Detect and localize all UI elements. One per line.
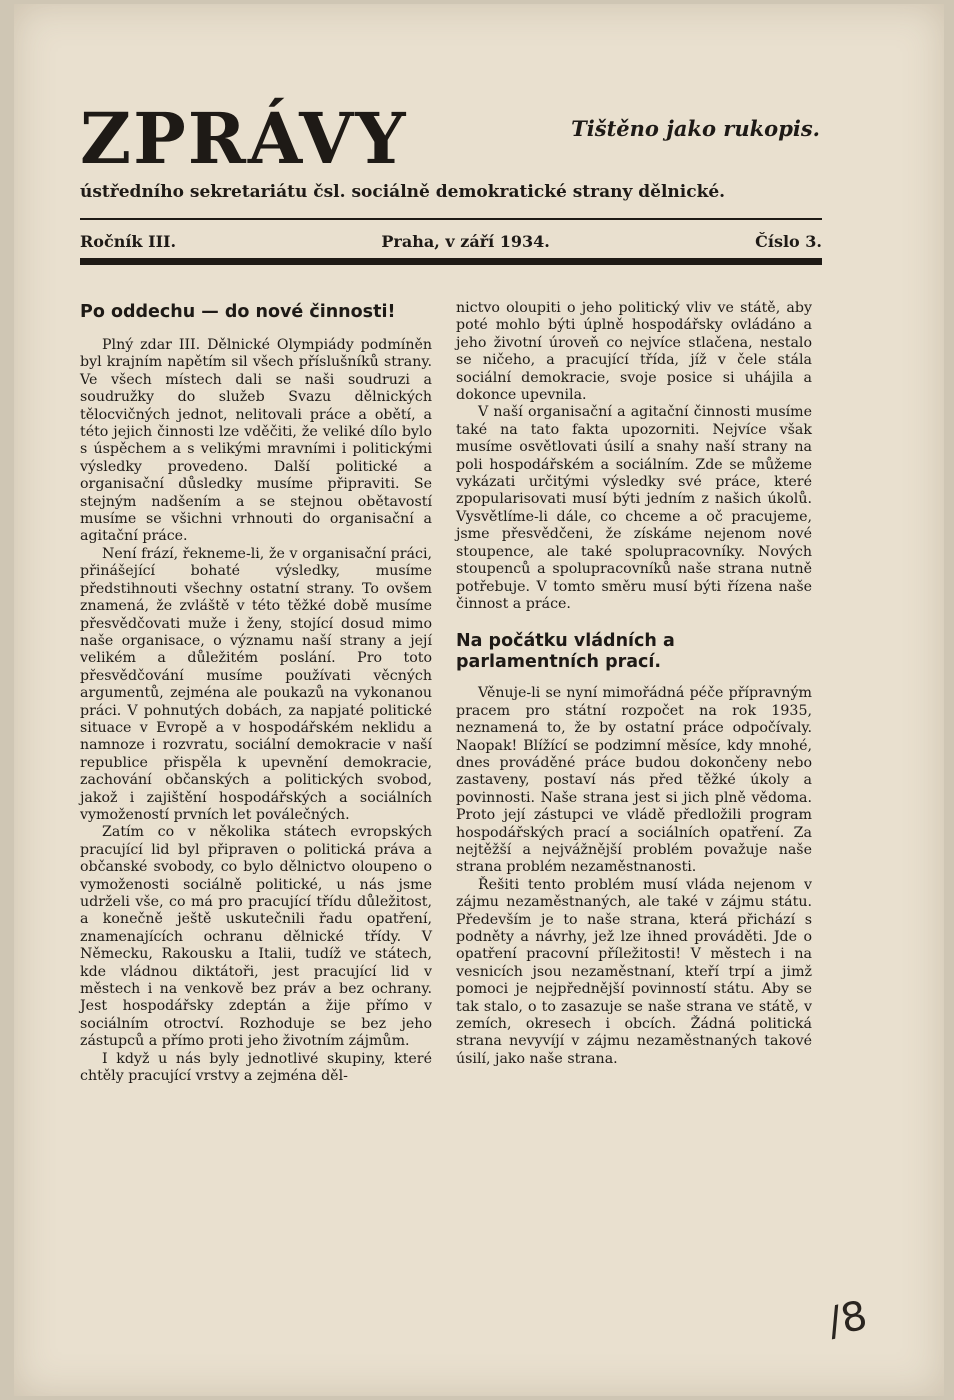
left-column	[80, 300, 432, 1085]
masthead-title: ZPRÁVY	[80, 97, 408, 180]
bottom-rule	[80, 258, 822, 265]
article1-paragraph: Není frází, řekneme-li, že v organisační práci, přinášející bohaté výsledky, musíme předstihnouti všechny ostatní strany. To ovšem znamená, že zvláště v této těžké době musíme přesvědčovati muže i ženy, stojící dosud mimo naše organisace, o významu naší strany a její velikém a důležitém poslání. Pro toto přesvědčování musíme používati věcných argumentů, zejména ale poukazů na vykonanou práci. V pohnutých dobách, za napjaté politické situace v Evropě a v hospodářském neklidu a namnoze i rozvratu, sociální demokracie v naší republice přispěla k upevnění demokracie, zachování občanských a politických svobod, jakož i zajištění hospodářských a sociálních vymožeností prvních let poválečných.	[80, 545, 432, 823]
article2-title: Na počátku vládních a parlamentních prací.	[456, 631, 675, 673]
newsletter-page	[14, 4, 944, 1396]
imprint-note: Tištěno jako rukopis.	[571, 116, 820, 141]
article1-continuation: nictvo oloupiti o jeho politický vliv ve státě, aby poté mohlo býti úplně hospodářsky ovládáno a jeho životní úroveň co nejvíce stlačena, nestalo se ničeho, a pracující třída, jíž v čele stála sociální demokracie, svoje posice si uhájila a dokonce upevnila.	[456, 300, 812, 404]
article1-paragraph: I když u nás byly jednotlivé skupiny, které chtěly pracující vrstvy a zejména děl-	[80, 1050, 432, 1085]
volume-label: Ročník III.	[80, 232, 177, 251]
article1-paragraph: Zatím co v několika státech evropských pracující lid byl připraven o politická práva a občanské svobody, co bylo dělnictvo oloupeno o vymoženosti sociálně politické, u nás jsme udrželi vše, co má pro pracující třídu důležitost, a konečně ještě uskutečnili řadu opatření, znamenajících ochranu dělnické třídy. V Německu, Rakousku a Italii, tudíž ve státech, kde vládnou diktátoři, jest pracující lid v městech i na venkově bez práv a bez ochrany. Jest hospodářsky zdeptán a žije přímo v sociálním otroctví. Rozhoduje se bez jeho zástupců a přímo proti jeho životním zájmům.	[80, 824, 432, 1050]
article2-paragraph: Řešiti tento problém musí vláda nejenom v zájmu nezaměstnaných, ale také v zájmu státu. Především je to naše strana, která přichází s podněty a návrhy, jež lze ihned prováděti. Jde o opatření pracovní příležitosti! V městech i na vesnicích jsou nezaměstnaní, kteří trpí a jimž pomoci je nejpřednější povinností státu. Aby se tak stalo, o to zasazuje se naše strana ve státě, v zemích, okresech i obcích. Žádná politická strana nevyvíjí v zájmu nezaměstnaných takové úsilí, jako naše strana.	[456, 876, 812, 1067]
article2-paragraph: Věnuje-li se nyní mimořádná péče přípravným pracem pro státní rozpočet na rok 1935, neznamená to, že by ostatní práce odpočívaly. Naopak! Blížící se podzimní měsíce, kdy mnohé, dnes prováděné práce budou dokončeny nebo zastaveny, postaví nás před těžké úkoly a povinnosti. Naše strana jest si jich plně vědoma. Proto její zástupci ve vládě předložili program hospodářských prací a sociálních opatření. Za nejtěžší a nejvážnější problém považuje naše strana problém nezaměstnanosti.	[456, 685, 812, 876]
masthead-subtitle: ústředního sekretariátu čsl. sociálně demokratické strany dělnické.	[80, 182, 726, 202]
issue-number: Číslo 3.	[755, 232, 822, 251]
article1-paragraph: V naší organisační a agitační činnosti musíme také na tato fakta upozorniti. Nejvíce však musíme osvětlovati úsilí a snahy naší strany na poli hospodářském a sociálním. Zde se můžeme vykázati určitými výsledky své práce, které zpopularisovati musí býti jedním z našich úkolů. Vysvětlíme-li dále, co chceme a oč pracujeme, jsme přesvědčeni, že získáme nejenom nové stoupence, ale také spolupracovníky. Nových stoupenců a spolupracovníků naše strana nutně potřebuje. V tomto směru musí býti řízena naše činnost a práce.	[456, 404, 812, 612]
place-date: Praha, v září 1934.	[381, 232, 550, 251]
article1-paragraph: Plný zdar III. Dělnické Olympiády podmíněn byl krajním napětím sil všech příslušníků strany. Ve všech místech dali se naši soudruzi a soudružky do služeb Svazu dělnických tělocvičných jednot, nelitovali práce a obětí, a této jejich činnosti lze vděčiti, že veliké dílo bylo s úspěchem a s velikými mravními i politickými výsledky provedeno. Další politické a organisační důsledky musíme připraviti. Se stejným nadšením a se stejnou obětavostí musíme se všichni vrhnouti do organisační a agitační práce.	[80, 337, 432, 545]
handwritten-page-note: /8	[823, 1292, 872, 1346]
top-rule	[80, 218, 822, 220]
article1-title: Po oddechu — do nové činnosti!	[80, 302, 396, 322]
right-column	[456, 300, 812, 1068]
issue-info-line	[80, 232, 822, 251]
